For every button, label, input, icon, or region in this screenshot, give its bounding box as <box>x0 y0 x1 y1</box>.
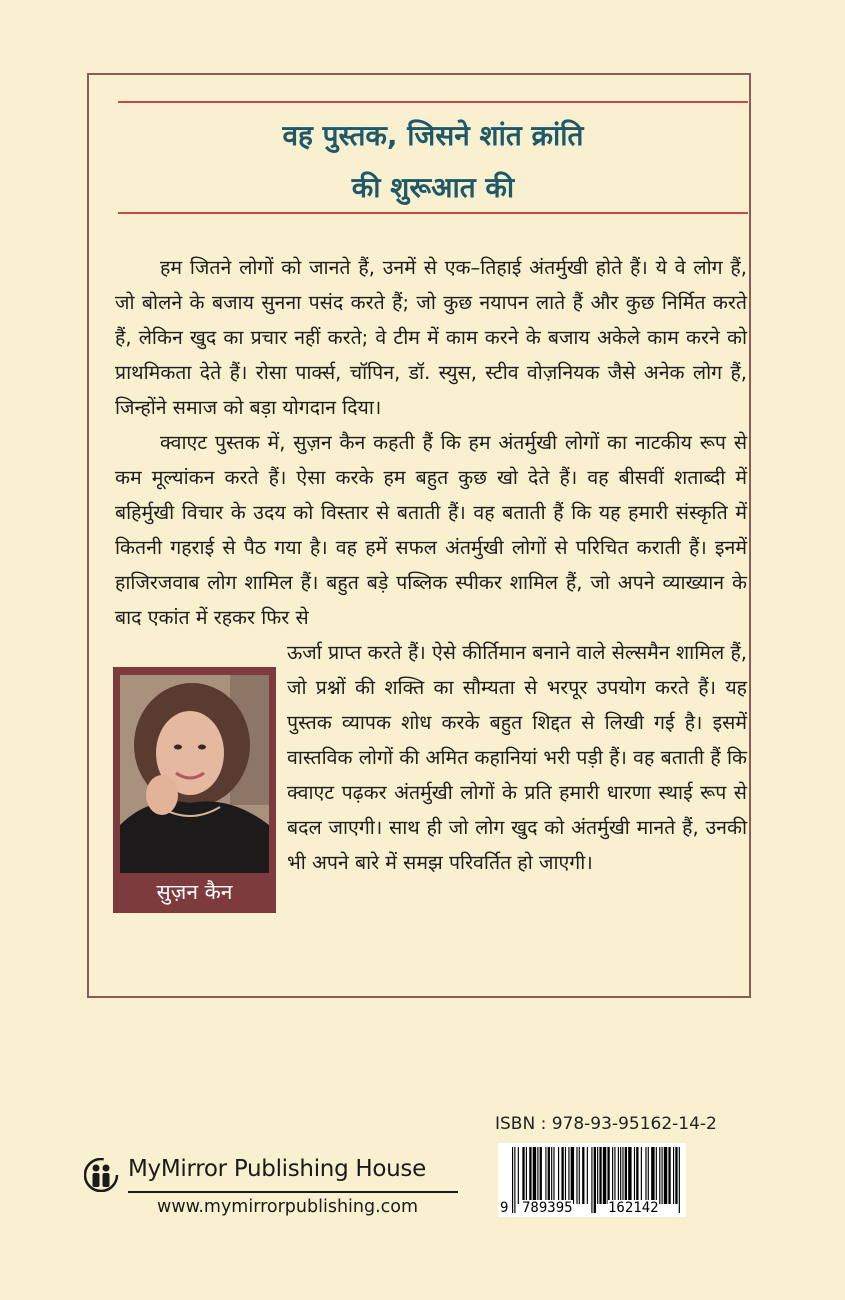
barcode-digits-right: 162142 <box>608 1200 659 1216</box>
barcode-digits <box>498 1200 686 1217</box>
isbn-label: ISBN : 978-93-95162-14-2 <box>495 1114 717 1134</box>
title-bottom-rule <box>118 212 748 214</box>
barcode-bar <box>571 1147 574 1204</box>
title-line-1: वह पुस्तक, जिसने शांत क्रांति <box>282 119 584 152</box>
barcode-bar <box>603 1147 606 1204</box>
barcode-bar <box>582 1147 584 1204</box>
book-title <box>118 110 748 214</box>
barcode-bar <box>518 1147 519 1204</box>
barcode-bar <box>548 1147 550 1204</box>
publisher-block <box>84 1150 464 1200</box>
barcode-bar <box>551 1147 552 1204</box>
barcode-bar <box>576 1147 577 1204</box>
blurb-paragraph-2a: क्वाएट पुस्तक में, सुज़न कैन कहती हैं कि हम अंतर्मुखी लोगों का नाटकीय रूप से कम मूल्यांकन करते हैं। ऐसा करके हम बहुत कुछ खो देते हैं। वह बीसवीं शताब्दी में बहिर्मुखी विचार के उदय को विस्तार से बताती हैं। वह बताती हैं कि यह हमारी संस्कृति में कितनी गहराई से पैठ गया है। वह हमें सफल अंतर्मुखी लोगों से परिचित कराती हैं। इनमें हाजिरजवाब लोग शामिल हैं। बहुत बड़े पब्लिक स्पीकर शामिल हैं, जो अपने व्याख्यान के बाद एकांत में रहकर फिर से <box>115 431 747 629</box>
barcode-bar <box>622 1147 623 1204</box>
barcode-bar <box>599 1147 601 1204</box>
author-caption: सुज़न कैन <box>156 880 233 904</box>
isbn-barcode <box>498 1143 686 1217</box>
barcode-bar <box>651 1147 654 1204</box>
barcode-bar <box>540 1147 542 1204</box>
barcode-bar <box>597 1147 598 1204</box>
title-line-2: की शुरूआत की <box>351 171 515 204</box>
barcode-bar <box>565 1147 566 1204</box>
blurb-paragraph-1: हम जितने लोगों को जानते हैं, उनमें से एक–तिहाई अंतर्मुखी होते हैं। ये वे लोग हैं, जो बोलने के बजाय सुनना पसंद करते हैं; जो कुछ नयापन लाते हैं और कुछ निर्मित करते हैं, लेकिन खुद का प्रचार नहीं करते; वे टीम में काम करने के बजाय अकेले काम करने को प्राथमिकता देते हैं। रोसा पार्क्स, चॉपिन, डॉ. स्युस, स्टीव वोज़नियक जैसे अनेक लोग हैं, जिन्होंने समाज को बड़ा योगदान दिया। <box>115 256 747 419</box>
barcode-bar <box>620 1147 621 1204</box>
barcode-bar <box>607 1147 609 1204</box>
barcode-bar <box>537 1147 538 1204</box>
barcode-digit-lead: 9 <box>500 1200 509 1216</box>
barcode-bar <box>625 1147 627 1204</box>
publisher-name: MyMirror Publishing House <box>128 1156 426 1182</box>
barcode-bar <box>587 1147 588 1204</box>
barcode-bar <box>673 1147 674 1204</box>
author-photo-card <box>113 667 276 913</box>
barcode-bar <box>659 1147 660 1204</box>
barcode-bar <box>545 1147 546 1204</box>
barcode-bar <box>648 1147 649 1204</box>
barcode-bar <box>656 1147 657 1204</box>
publisher-logo-icon <box>84 1158 122 1192</box>
barcode-bar <box>668 1147 670 1204</box>
barcode-bar <box>558 1147 559 1204</box>
author-photo <box>120 675 269 873</box>
barcode-bar <box>636 1147 638 1204</box>
barcode-bar <box>645 1147 646 1204</box>
barcode-bar <box>614 1147 615 1204</box>
barcode-bar <box>618 1147 619 1204</box>
barcode-bar <box>526 1147 527 1204</box>
barcode-bar <box>634 1147 635 1204</box>
publisher-url: www.mymirrorpublishing.com <box>157 1197 419 1217</box>
barcode-bar <box>529 1147 531 1204</box>
barcode-bar <box>612 1147 613 1204</box>
barcode-bar <box>675 1147 677 1204</box>
barcode-bar <box>553 1147 554 1204</box>
publisher-underline <box>128 1191 458 1193</box>
barcode-bar <box>522 1147 524 1204</box>
barcode-bar <box>568 1147 569 1204</box>
barcode-bar <box>628 1147 631 1204</box>
barcode-bar <box>662 1147 663 1204</box>
barcode-digits-left: 789395 <box>522 1200 573 1216</box>
title-top-rule <box>118 101 748 103</box>
blurb-paragraph-2b: ऊर्जा प्राप्त करते हैं। ऐसे कीर्तिमान बनाने वाले सेल्समैन शामिल हैं, जो प्रश्नों की शक्ति का सौम्यता से भरपूर उपयोग करते हैं। यह पुस्तक व्यापक शोध करके बहुत शिद्दत से लिखी गई है। इसमें वास्तविक लोगों की अमित कहानियां भरी पड़ी हैं। वह बताती हैं कि क्वाएट पढ़कर अंतर्मुखी लोगों के प्रति हमारी धारणा स्थाई रूप से बदल जाएगी। साथ ही जो लोग खुद को अंतर्मुखी मानते हैं, उनकी भी अपने बारे में समझ परिवर्तित हो जाएगी। <box>287 641 747 874</box>
barcode-bar <box>579 1147 580 1204</box>
barcode-bar <box>664 1147 667 1204</box>
barcode-bar <box>533 1147 536 1204</box>
barcode-bar <box>641 1147 642 1204</box>
barcode-bar <box>561 1147 563 1204</box>
